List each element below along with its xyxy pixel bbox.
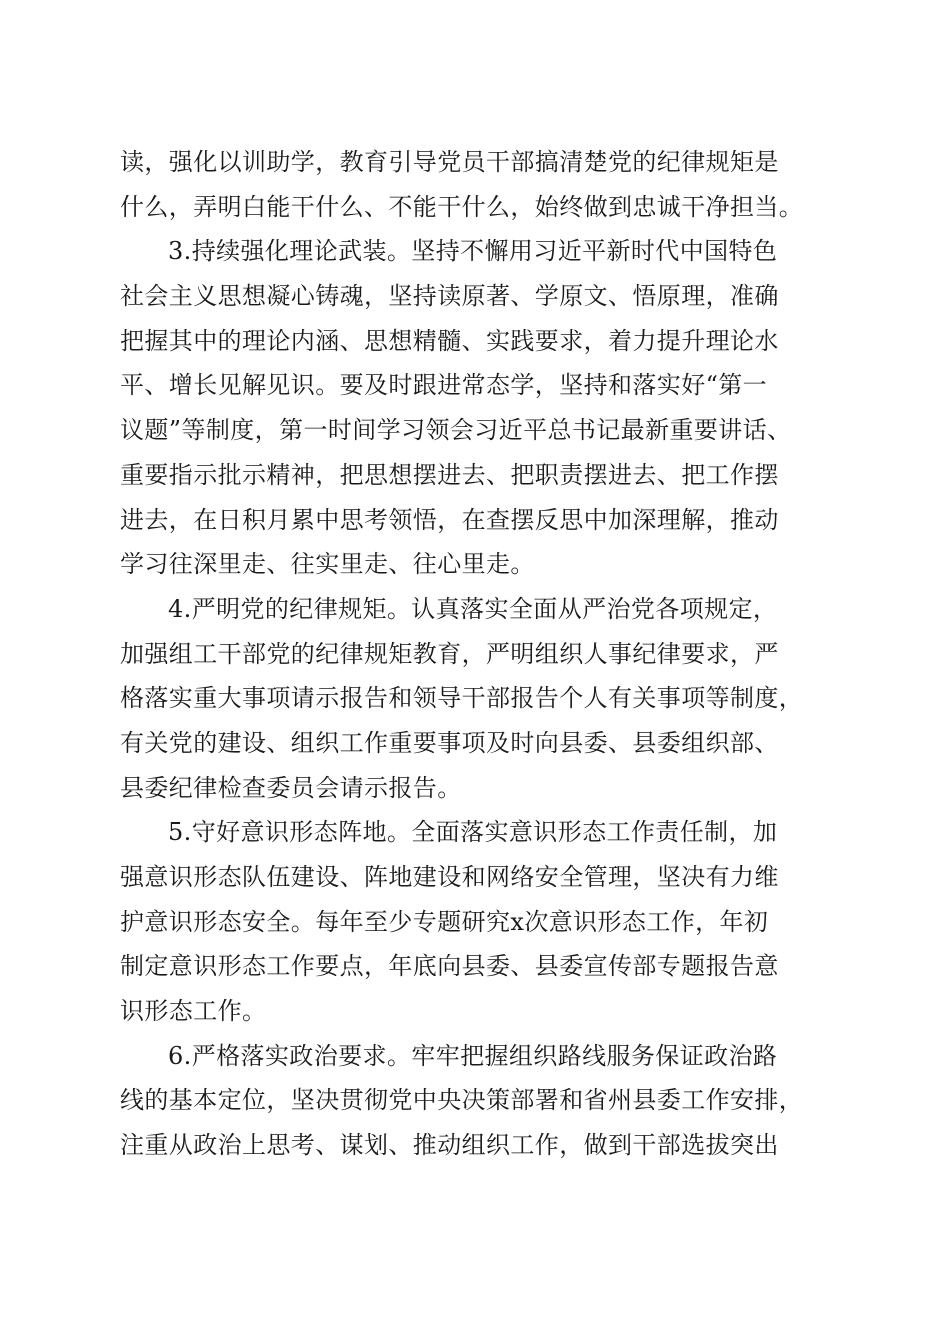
text-line: 重要指示批示精神，把思想摆进去、把职责摆进去、把工作摆 <box>120 460 779 489</box>
text-line: 进去，在日积月累中思考领悟，在查摆反思中加深理解，推动 <box>120 505 779 534</box>
text-line: 县委纪律检查委员会请示报告。 <box>120 773 462 802</box>
text-line: 平、增长见解见识。要及时跟进常态学，坚持和落实好“第一 <box>120 371 768 400</box>
text-line: 格落实重大事项请示报告和领导干部报告个人有关事项等制度， <box>120 684 804 713</box>
text-line: 把握其中的理论内涵、思想精髓、实践要求，着力提升理论水 <box>120 326 779 355</box>
text-line: 读，强化以训助学，教育引导党员干部搞清楚党的纪律规矩是 <box>120 148 779 176</box>
text-line: 识形态工作。 <box>120 997 267 1026</box>
text-line: 什么，弄明白能干什么、不能干什么，始终做到忠诚干净担当。 <box>120 192 804 221</box>
section-heading-line: 4.严明党的纪律规矩。认真落实全面从严治党各项规定， <box>168 594 778 623</box>
text-line: 学习往深里走、往实里走、往心里走。 <box>120 550 535 579</box>
text-line: 线的基本定位，坚决贯彻党中央决策部署和省州县委工作安排， <box>120 1086 804 1115</box>
section-heading-line: 3.持续强化理论武装。坚持不懈用习近平新时代中国特色 <box>168 237 778 266</box>
text-line: 制定意识形态工作要点，年底向县委、县委宣传部专题报告意 <box>120 952 779 981</box>
body-text <box>120 140 840 1168</box>
text-line: 议题”等制度，第一时间学习领会习近平总书记最新重要讲话、 <box>120 416 792 445</box>
section-heading-line: 5.守好意识形态阵地。全面落实意识形态工作责任制，加 <box>168 818 778 847</box>
text-line: 有关党的建设、组织工作重要事项及时向县委、县委组织部、 <box>120 728 779 757</box>
section-heading-line: 6.严格落实政治要求。牢牢把握组织路线服务保证政治路 <box>168 1041 778 1070</box>
text-line: 社会主义思想凝心铸魂，坚持读原著、学原文、悟原理，准确 <box>120 282 779 311</box>
text-line: 注重从政治上思考、谋划、推动组织工作，做到干部选拔突出 <box>120 1131 779 1160</box>
text-line: 加强组工干部党的纪律规矩教育，严明组织人事纪律要求，严 <box>120 639 779 668</box>
text-line: 强意识形态队伍建设、阵地建设和网络安全管理，坚决有力维 <box>120 863 779 891</box>
text-line: 护意识形态安全。每年至少专题研究x次意识形态工作，年初 <box>120 907 769 936</box>
